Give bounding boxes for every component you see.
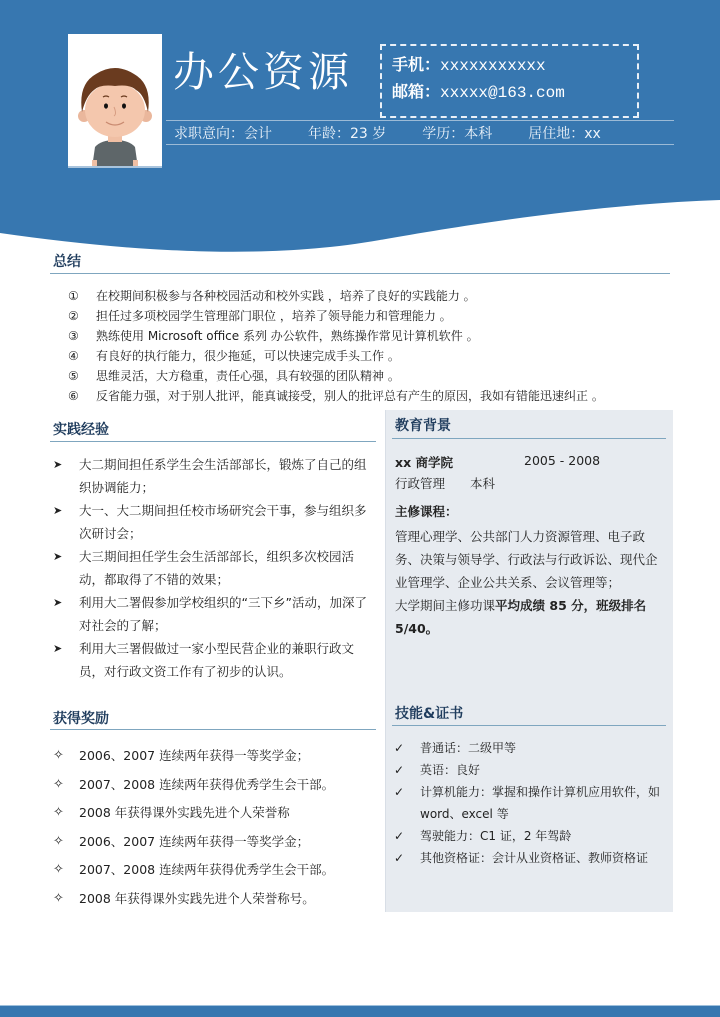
degree: 本科: [470, 476, 496, 491]
school-name: xx 商学院: [395, 455, 453, 470]
list-item: ✧ 2006、2007 连续两年获得一等奖学金；: [53, 742, 375, 771]
email-line: [392, 79, 637, 106]
diamond-bullet-icon: ✧: [53, 862, 64, 877]
section-divider: [50, 273, 670, 274]
list-item: ✓ 计算机能力：掌握和操作计算机应用软件，如 word、excel 等: [394, 781, 674, 825]
basic-info-bar: [166, 120, 674, 145]
skills-list: [394, 737, 674, 869]
list-item: ✓ 驾驶能力：C1 证，2 年驾龄: [394, 825, 674, 847]
section-title-skills: 技能&证书: [395, 706, 464, 722]
grade-highlight: 平均成绩 85 分，班级排名 5/40。: [395, 598, 647, 636]
info-age: 年龄：23 岁: [308, 125, 387, 142]
list-item: ③ 熟练使用 Microsoft office 系列 办公软件，熟练操作常见计算机软件 。: [68, 329, 479, 343]
arrow-bullet-icon: ➤: [53, 596, 63, 609]
phone-line: [392, 52, 637, 79]
check-icon: ✓: [394, 763, 405, 777]
list-item: ⑤ 思维灵活，大方稳重，责任心强，具有较强的团队精神 。: [68, 369, 400, 383]
info-job-intention: 求职意向：会计: [174, 125, 272, 142]
profile-photo: [68, 34, 162, 168]
phone-label: 手机：: [392, 55, 441, 74]
list-item: ② 担任过多项校园学生管理部门职位 ，培养了领导能力和管理能力 。: [68, 309, 452, 323]
major: 行政管理: [395, 476, 446, 491]
list-item: ✧ 2008 年获得课外实践先进个人荣誉称: [53, 799, 375, 828]
section-title-education: 教育背景: [395, 418, 451, 434]
arrow-bullet-icon: ➤: [53, 642, 63, 655]
school-years: 2005 - 2008: [524, 453, 601, 468]
check-icon: ✓: [394, 741, 405, 755]
summary-list: [68, 286, 688, 406]
diamond-bullet-icon: ✧: [53, 805, 64, 820]
section-title-awards: 获得奖励: [53, 711, 109, 727]
check-icon: ✓: [394, 851, 405, 865]
list-item: ✧ 2006、2007 连续两年获得一等奖学金；: [53, 828, 375, 857]
info-residence: 居住地：xx: [528, 125, 601, 142]
candidate-name: 办公资源: [173, 48, 353, 96]
info-education: 学历：本科: [422, 125, 493, 142]
list-item: ④ 有良好的执行能力，很少拖延，可以快速完成手头工作 。: [68, 349, 400, 363]
courses-text: [395, 525, 665, 640]
courses-list: 管理心理学、公共部门人力资源管理、电子政务、决策与领导学、行政法与行政诉讼、现代企业管理学、企业公共关系、会议管理等；: [395, 529, 658, 590]
list-item: ➤ 利用大二署假参加学校组织的“三下乡”活动，加深了对社会的了解；: [53, 591, 375, 637]
arrow-bullet-icon: ➤: [53, 550, 63, 563]
email-value: xxxxx@163.com: [440, 84, 565, 102]
list-item: ➤ 利用大三署假做过一家小型民营企业的兼职行政文员，对行政文资工作有了初步的认识。: [53, 637, 375, 683]
experience-list: [53, 453, 375, 683]
section-title-experience: 实践经验: [53, 422, 109, 438]
grade-prefix: 大学期间主修功课: [395, 598, 496, 613]
section-divider: [50, 441, 376, 442]
email-label: 邮箱：: [392, 82, 441, 101]
list-item: ✧ 2008 年获得课外实践先进个人荣誉称号。: [53, 885, 375, 914]
awards-list: [53, 742, 375, 913]
diamond-bullet-icon: ✧: [53, 890, 64, 906]
list-item: ✓ 普通话：二级甲等: [394, 737, 674, 759]
phone-value: xxxxxxxxxxx: [440, 57, 546, 75]
check-icon: ✓: [394, 829, 405, 843]
contact-box: [380, 44, 639, 118]
list-item: ✓ 英语：良好: [394, 759, 674, 781]
arrow-bullet-icon: ➤: [53, 458, 63, 471]
section-divider: [392, 438, 666, 439]
section-divider: [50, 729, 376, 730]
list-item: ✧ 2007、2008 连续两年获得优秀学生会干部。: [53, 771, 375, 800]
list-item: ➤ 大一、大二期间担任校市场研究会干事，参与组织多次研讨会；: [53, 499, 375, 545]
courses-label: 主修课程：: [395, 504, 458, 519]
arrow-bullet-icon: ➤: [53, 504, 63, 517]
list-item: ① 在校期间积极参与各种校园活动和校外实践 ，培养了良好的实践能力 。: [68, 289, 476, 303]
list-item: ⑥ 反省能力强，对于别人批评，能真诚接受，别人的批评总有产生的原因，我如有错能迅速纠正 。: [68, 389, 604, 403]
diamond-bullet-icon: ✧: [53, 833, 64, 849]
check-icon: ✓: [394, 785, 405, 799]
list-item: ➤ 大二期间担任系学生会生活部部长，锻炼了自己的组织协调能力；: [53, 453, 375, 499]
diamond-bullet-icon: ✧: [53, 776, 64, 792]
section-divider: [392, 725, 666, 726]
footer-bar: [0, 1005, 720, 1017]
section-title-summary: 总结: [53, 254, 81, 270]
diamond-bullet-icon: ✧: [53, 748, 64, 763]
list-item: ✧ 2007、2008 连续两年获得优秀学生会干部。: [53, 856, 375, 885]
avatar-icon: [68, 34, 162, 168]
list-item: ✓ 其他资格证：会计从业资格证、教师资格证: [394, 847, 674, 869]
list-item: ➤ 大三期间担任学生会生活部部长，组织多次校园活动，都取得了不错的效果；: [53, 545, 375, 591]
